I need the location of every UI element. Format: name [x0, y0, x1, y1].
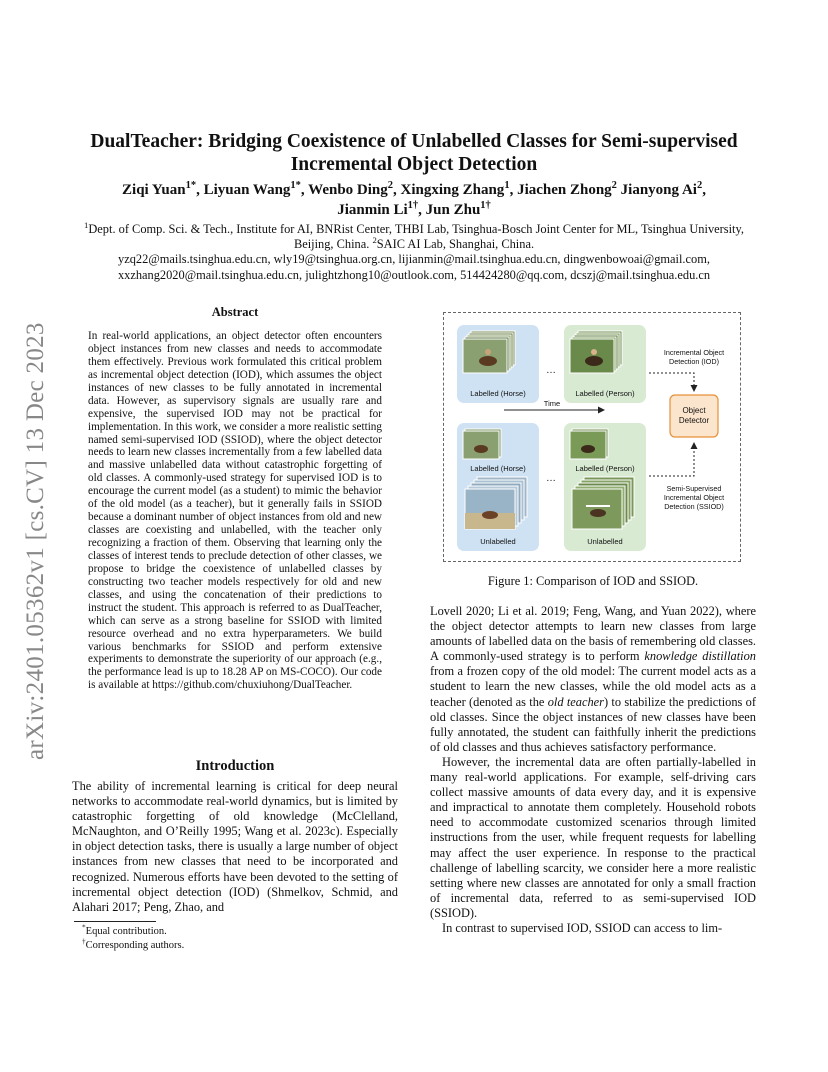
label-iod-line1: Incremental Object	[663, 348, 725, 357]
label-unlabelled-person: Unlabelled	[587, 537, 623, 546]
ellipsis-top: …	[546, 365, 556, 376]
author-mark: 2	[387, 180, 394, 191]
iod-horse-image-stack	[463, 331, 515, 373]
figure-1	[443, 312, 741, 562]
author-list: Ziqi Yuan$^{1*}$, Liyuan Wang$^{1*}$, Wenbo Ding$^2$, Xingxing Zhang$^1$, Jiachen Zhong$^2$ Jianyong Ai$^2$, Jianmin $Li^{1\dagger}$, Jun Zhu$^{1\dagger}$	[122, 180, 706, 218]
author-mark: 1†	[480, 199, 491, 211]
arxiv-identifier: arXiv:2401.05362v1 [cs.CV] 13 Dec 2023	[22, 322, 49, 760]
author-mark: 1*	[185, 180, 197, 191]
author-name: Jianyong Ai	[620, 182, 697, 198]
label-detector-line2: Detector	[678, 416, 710, 425]
introduction-heading: Introduction	[195, 758, 275, 774]
author-name: Jiachen Zhong	[517, 182, 612, 198]
iod-connector	[649, 373, 694, 391]
author-mark: 2	[696, 180, 703, 191]
ssiod-connector	[649, 443, 694, 476]
label-labelled-horse: Labelled (Horse)	[470, 389, 526, 398]
label-iod-line2: Detection (IOD)	[669, 357, 719, 366]
footnote-corresponding: Corresponding authors.	[85, 940, 185, 951]
label-time: Time	[543, 399, 561, 408]
ssiod-person-unlabelled-stack	[572, 477, 634, 529]
author-emails: yzq22@mails.tsinghua.edu.cn, wly19@tsinghua.org.cn, lijianmin@mail.tsinghua.edu.cn, dingwenbowoai@gmail.com, xxzhang2020@mail.tsinghua.edu.cn, julightzhong10@outlook.com, 514424280@qq.com, dcszj@mail.tsinghua.edu.cn	[117, 252, 711, 282]
label-ssiod-line2: Incremental Object	[663, 493, 725, 502]
author-mark: 2	[611, 180, 617, 191]
author-name: Ziqi Yuan	[122, 182, 186, 198]
introduction-text: The ability of incremental learning is critical for deep neural networks to accommodate real-world dynamics, but is limited by catastrophic forgetting of old knowledge (McClelland, McNaughton, and O’Reilly 1995; Wang et al. 2023c). Especially in object detection tasks, there is usually a large number of object instances from new classes that need to be incorporated and recognized. Numerous efforts have been devoted to the setting of incremental object detection (IOD) (Shmelkov, Schmid, and Alahari 2017; Peng, Zhao, and	[72, 779, 398, 914]
author-mark: 1*	[290, 180, 301, 191]
author-mark: 1†	[407, 199, 419, 211]
label-ssiod-labelled-person: Labelled (Person)	[575, 464, 635, 473]
label-ssiod-line3: Detection (SSIOD)	[664, 502, 724, 511]
label-labelled-person: Labelled (Person)	[575, 389, 635, 398]
figure-1-diagram	[444, 313, 742, 563]
label-unlabelled-horse: Unlabelled	[480, 537, 516, 546]
label-detector-line1: Object	[682, 406, 706, 415]
ellipsis-bottom: …	[546, 473, 556, 484]
affiliation-2: SAIC AI Lab, Shanghai, China.	[376, 237, 535, 252]
abstract-text: In real-world applications, an object detector often encounters object instances from new classes and needs to accommodate them effectively. Previous work formulated this critical problem as incremental object detection (IOD), which assumes the object instances of new classes to be fully annotated in incremental data. However, as supervisory signals are usually rare and expensive, the supervised IOD may not be practical for implementation. In this work, we consider a more realistic setting named semi-supervised IOD (SSIOD), where the object detector needs to learn new classes incrementally from a few labelled data and massive unlabelled data without catastrophic forgetting of old classes. A commonly-used strategy for supervised IOD is to encourage the current model (as a student) to mimic the behavior of the old model (as a teacher), but it generally fails in SSIOD because a dominant number of object instances from old and new classes are coexisting and unlabelled, with the teacher only recognizing a fraction of them. Observing that learning only the classes of interest tends to preclude detection of other classes, we propose to bridge the coexistence of unlabelled classes by constructing two teacher models respectively for old and new classes, and using the concatenation of their predictions to instruct the student. This approach is referred to as DualTeacher, which can serve as a strong baseline for SSIOD with limited resource overhead and no extra hyperparameters. We build various benchmarks for SSIOD and perform extensive experiments to demonstrate the superiority of our approach (e.g., the performance lead is up to 18.28 AP on MS-COCO). Our code is available at https://github.com/chuxiuhong/DualTeacher.	[88, 330, 382, 692]
ssiod-horse-unlabelled-stack	[465, 477, 527, 529]
paragraph-2: However, the incremental data are often partially-labelled in many real-world applications. For example, self-driving cars collect massive amounts of data every day, and it is expensive and impractical to annotate them completely. Household robots need to accommodate customized scenarios through limited instructions from the user, while frequent requests for labelling may affect the user experience. In response to the practical challenge of labelling scarcity, we consider here a more realistic setting where new classes are annotated for only a small fraction of incremental data, referred to as semi-supervised IOD (SSIOD).	[430, 754, 756, 920]
iod-person-image-stack	[570, 331, 622, 373]
ssiod-horse-labelled-image	[463, 429, 501, 459]
author-name: Jun Zhu	[425, 201, 481, 218]
author-name: Liyuan Wang	[203, 182, 291, 198]
label-ssiod-line1: Semi-Supervised	[666, 484, 722, 493]
footnote-rule	[74, 921, 156, 922]
paper-title: DualTeacher: Bridging Coexistence of Unlabelled Classes for Semi-supervised Incremental Object Detection	[90, 131, 738, 175]
author-mark: 1	[504, 180, 510, 191]
ssiod-person-labelled-image	[570, 429, 608, 459]
paragraph-3: In contrast to supervised IOD, SSIOD can access to lim-	[442, 920, 723, 935]
author-name: Xingxing Zhang	[400, 182, 505, 198]
affiliation-1: Dept. of Comp. Sci. & Tech., Institute for AI, BNRist Center, THBI Lab, Tsinghua-Bosch Joint Center for ML, Tsinghua University, Beijing, China.	[88, 222, 744, 252]
right-column-text	[430, 604, 756, 936]
author-name: Wenbo Ding	[308, 182, 388, 198]
label-ssiod-labelled-horse: Labelled (Horse)	[470, 464, 526, 473]
paragraph-1: Lovell 2020; Li et al. 2019; Feng, Wang, and Yuan 2022), where the object detector attempts to learn new classes from large amounts of labelled data on the basis of remembering old classes. A commonly-used strategy is to perform knowledge distillation from a frozen copy of the old model: The current model acts as a student to learn the new classes, while the old model acts as a teacher (denoted as the old teacher) to stabilize the predictions of old classes. Since the object instances of new classes have been fully annotated, the student can faithfully inherit the predictions of old classes and thus achieves satisfactory performance.	[430, 604, 756, 754]
affiliations: $^1$Dept. of Comp. Sci. & Tech., Institute for AI, BNRist Center, THBI Lab, Tsinghua-Bosch Joint Center for ML, Tsinghua University, Beijing, China. $^2$SAIC AI Lab, Shanghai, China. yzq22@mails.tsinghua.edu.cn, wly19@tsinghua.org.cn, lijianmin@mail.tsinghua.edu.cn, dingwenbowoai@gmail.com, xxzhang2020@mail.tsinghua.edu.cn, julightzhong10@outlook.com, 514424280@qq.com, dcszj@mail.tsinghua.edu.cn	[84, 219, 744, 282]
figure-caption: Figure 1: Comparison of IOD and SSIOD.	[487, 574, 699, 588]
author-name: Jianmin Li	[337, 201, 408, 218]
footnotes: *Equal contribution. †Corresponding authors.	[82, 922, 185, 951]
footnote-equal: Equal contribution.	[85, 926, 167, 937]
abstract-heading: Abstract	[211, 305, 259, 319]
